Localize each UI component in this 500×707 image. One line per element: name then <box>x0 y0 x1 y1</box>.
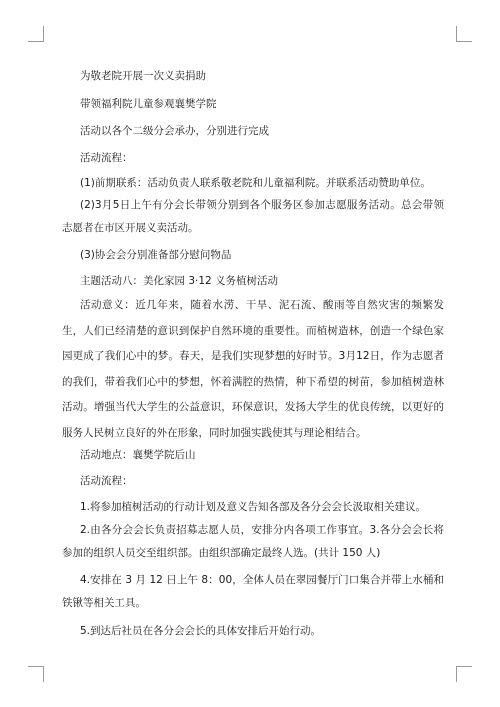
text-line: 活动以各个二级分会承办，分别进行完成 <box>80 125 269 137</box>
text-line: (3)协会会分别准备部分慰问物品 <box>80 249 232 261</box>
crop-mark-top-left-v <box>43 26 44 42</box>
text-line: 主题活动八：美化家园 3·12 义务植树活动 <box>80 275 279 287</box>
crop-mark-bottom-left-h <box>28 666 44 667</box>
crop-mark-bottom-right-v <box>456 666 457 682</box>
text-line: (1)前期联系：活动负责人联系敬老院和儿童福利院。并联系活动赞助单位。 <box>80 177 431 189</box>
crop-mark-bottom-right-h <box>456 666 472 667</box>
crop-mark-top-right-h <box>456 41 472 42</box>
text-line: 活动流程： <box>80 475 133 487</box>
text-line: 活动地点：襄樊学院后山 <box>80 449 196 461</box>
paragraph: (2)3月5日上午有分会长带领分别到各个服务区参加志愿服务活动。总会带领志愿者在市区开展义卖活动。 <box>62 199 444 234</box>
paragraph: 活动意义：近几年来，随着水涝、干旱、泥石流、酸雨等自然灾害的频繁发生，人们已经清楚的意识到保护自然环境的重要性。而植树造林，创造一个绿色家园更成了我们心中的梦。春天，是我们实现梦想的好时节。3月12日，作为志愿者的我们，带着我们心中的梦想，怀着满腔的热情，种下希望的树苗，参加植树造林活动。增强当代大学生的公益意识，环保意识，发扬大学生的优良传统，以更好的服务人民树立良好的外在形象，同时加强实践使其与理论相结合。 <box>62 299 444 439</box>
crop-mark-top-right-v <box>456 26 457 42</box>
text-line: 活动流程： <box>80 152 133 164</box>
text-line: 为敬老院开展一次义卖捐助 <box>80 70 206 82</box>
text-line: 带领福利院儿童参观襄樊学院 <box>80 98 217 110</box>
crop-mark-bottom-left-v <box>43 666 44 682</box>
paragraph: 4.安排在 3 月 12 日上午 8：00，全体人员在翠园餐厅门口集合并带上水桶和铁锹等相关工具。 <box>62 574 444 609</box>
paragraph: 2.由各分会会长负责招募志愿人员，安排分内各项工作事宜。3.各分会会长将参加的组织人员交至组织部。由组织部确定最终人选。(共计 150 人) <box>62 524 444 559</box>
crop-mark-top-left-h <box>28 41 44 42</box>
text-line: 5.到达后社员在各分会会长的具体安排后开始行动。 <box>80 625 322 637</box>
text-line: 1.将参加植树活动的行动计划及意义告知各部及各分会会长汲取相关建议。 <box>80 501 427 513</box>
